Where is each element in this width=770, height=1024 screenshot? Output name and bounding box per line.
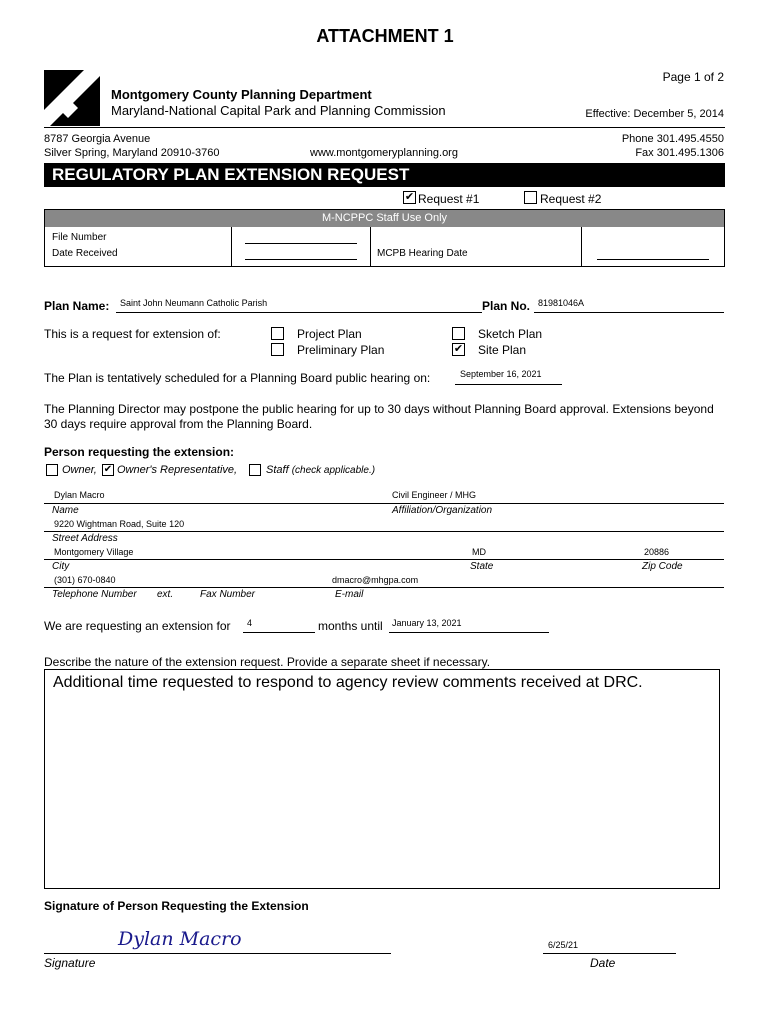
name-line[interactable] <box>44 503 724 504</box>
staff-label-text: Staff <box>266 464 289 476</box>
name-value: Dylan Macro <box>54 490 105 500</box>
phone-value: (301) 670-0840 <box>54 575 116 585</box>
signature-value: Dylan Macro <box>118 928 242 950</box>
zip-label: Zip Code <box>642 561 683 572</box>
request-2-label: Request #2 <box>540 192 602 206</box>
address-line1: 8787 Georgia Avenue <box>44 133 151 145</box>
phone-line[interactable] <box>44 587 724 588</box>
owner-checkbox[interactable] <box>46 464 58 476</box>
request-1-label: Request #1 <box>418 192 480 206</box>
describe-label: Describe the nature of the extension request. Provide a separate sheet if necessary. <box>44 655 491 669</box>
signature-field[interactable] <box>44 953 391 954</box>
name-label: Name <box>52 505 79 516</box>
check-note: (check applicable.) <box>291 465 376 476</box>
city-label: City <box>52 561 70 572</box>
request-2-checkbox[interactable] <box>524 191 537 204</box>
months-value: 4 <box>247 618 253 628</box>
description-box[interactable] <box>44 669 720 889</box>
file-number-field[interactable] <box>245 243 357 244</box>
owner-label: Owner, <box>62 464 97 476</box>
plan-no-field[interactable] <box>534 312 724 313</box>
owners-rep-checkbox[interactable]: ✔ <box>103 464 113 475</box>
extension-for-label: This is a request for extension of: <box>44 327 221 341</box>
plan-name-value: Saint John Neumann Catholic Parish <box>120 298 268 308</box>
requester-heading: Person requesting the extension: <box>44 445 235 459</box>
sketch-plan-checkbox[interactable] <box>452 327 465 340</box>
mcpb-hearing-label: MCPB Hearing Date <box>377 248 468 259</box>
signature-label: Signature <box>44 956 96 970</box>
mncppc-logo-icon <box>44 70 100 126</box>
header-divider <box>44 127 725 128</box>
effective-date: Effective: December 5, 2014 <box>585 108 724 120</box>
date-value: 6/25/21 <box>548 940 579 950</box>
email-label: E-mail <box>335 589 364 600</box>
site-plan-checkbox[interactable]: ✔ <box>453 343 464 355</box>
affiliation-value: Civil Engineer / MHG <box>392 490 477 500</box>
street-value: 9220 Wightman Road, Suite 120 <box>54 519 185 529</box>
street-line[interactable] <box>44 531 724 532</box>
telephone-label: Telephone Number <box>52 589 137 600</box>
postpone-notice: The Planning Director may postpone the public hearing for up to 30 days without Planning Board approval. Extensions beyond 30 days require approval from the Planning Board. <box>44 402 714 431</box>
extension-middle: months until <box>318 619 383 633</box>
description-text: Additional time requested to respond to agency review comments received at DRC. <box>53 674 643 691</box>
file-number-label: File Number <box>52 232 107 243</box>
hearing-date-field[interactable] <box>455 384 562 385</box>
plan-no-value: 81981046A <box>538 298 585 308</box>
mcpb-hearing-field[interactable] <box>597 259 709 260</box>
preliminary-plan-label: Preliminary Plan <box>297 343 385 357</box>
plan-name-field[interactable] <box>116 312 482 313</box>
date-received-field[interactable] <box>245 259 357 260</box>
request-1-checkbox[interactable]: ✔ <box>404 191 415 203</box>
date-field[interactable] <box>543 953 676 954</box>
state-value: MD <box>472 547 486 557</box>
hearing-text: The Plan is tentatively scheduled for a Planning Board public hearing on: <box>44 371 431 385</box>
city-line[interactable] <box>44 559 724 560</box>
fax-number: Fax 301.495.1306 <box>635 147 724 159</box>
project-plan-label: Project Plan <box>297 327 362 341</box>
state-label: State <box>470 561 494 572</box>
until-date-value: January 13, 2021 <box>392 618 462 628</box>
affiliation-label: Affiliation/Organization <box>392 505 493 516</box>
ext-label: ext. <box>157 589 174 600</box>
preliminary-plan-checkbox[interactable] <box>271 343 284 356</box>
form-title: REGULATORY PLAN EXTENSION REQUEST <box>52 165 410 184</box>
site-plan-label: Site Plan <box>478 343 527 357</box>
date-received-label: Date Received <box>52 248 118 259</box>
date-label: Date <box>590 956 616 970</box>
website[interactable]: www.montgomeryplanning.org <box>310 147 458 159</box>
staff-use-banner: M-NCPPC Staff Use Only <box>45 210 724 227</box>
until-date-field[interactable] <box>389 632 549 633</box>
zip-value: 20886 <box>644 547 670 557</box>
city-value: Montgomery Village <box>54 547 134 557</box>
staff-checkbox[interactable] <box>249 464 261 476</box>
title-bar <box>44 163 725 187</box>
address-line2: Silver Spring, Maryland 20910-3760 <box>44 147 220 159</box>
street-label: Street Address <box>52 533 118 544</box>
project-plan-checkbox[interactable] <box>271 327 284 340</box>
plan-name-label: Plan Name: <box>44 299 110 313</box>
staff-use-box <box>44 209 725 267</box>
commission-name: Maryland-National Capital Park and Planning Commission <box>111 103 446 118</box>
months-field[interactable] <box>243 632 315 633</box>
owners-rep-label: Owner's Representative, <box>117 464 238 476</box>
plan-no-label: Plan No. <box>482 299 531 313</box>
extension-prefix: We are requesting an extension for <box>44 619 231 633</box>
email-value: dmacro@mhgpa.com <box>332 575 419 585</box>
hearing-date-value: September 16, 2021 <box>460 369 542 379</box>
department-name: Montgomery County Planning Department <box>111 87 372 102</box>
page-number: Page 1 of 2 <box>662 70 724 84</box>
staff-label <box>266 464 375 476</box>
signature-heading: Signature of Person Requesting the Extension <box>44 899 309 913</box>
sketch-plan-label: Sketch Plan <box>478 327 543 341</box>
attachment-title: ATTACHMENT 1 <box>316 26 454 46</box>
fax-label: Fax Number <box>200 589 256 600</box>
phone-number: Phone 301.495.4550 <box>621 133 724 145</box>
